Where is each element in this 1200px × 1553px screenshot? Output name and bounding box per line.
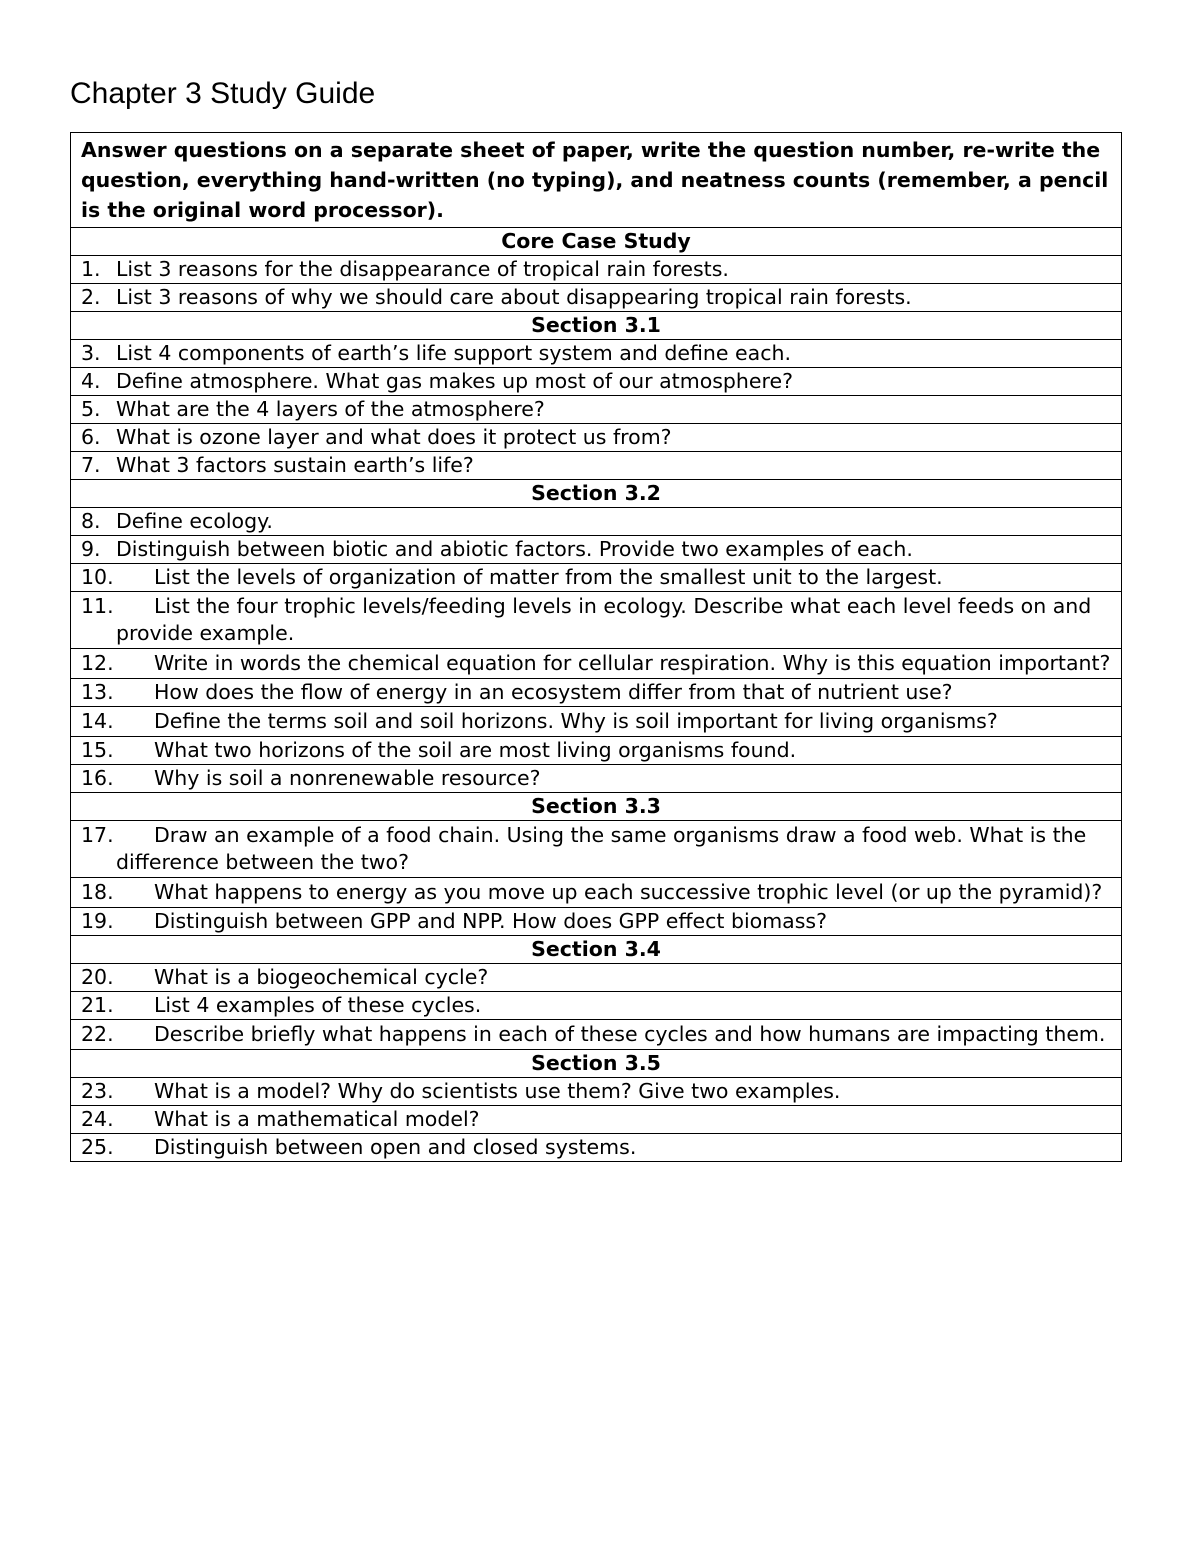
- question-row: [71, 908, 1122, 936]
- question-number: 4.: [81, 369, 101, 393]
- question-row: [71, 508, 1122, 536]
- question-line: [81, 1107, 1111, 1132]
- question-text: Why is soil a nonrenewable resource?: [154, 766, 541, 790]
- question-number: 21.: [81, 993, 114, 1017]
- question-number: 18.: [81, 880, 114, 904]
- question-number: 15.: [81, 738, 114, 762]
- question-text: List 3 reasons for the disappearance of tropical rain forests.: [116, 257, 729, 281]
- question-number: 24.: [81, 1107, 114, 1131]
- section-heading: Section 3.5: [71, 1050, 1122, 1078]
- instructions-text: Answer questions on a separate sheet of paper, write the question number, re-write the question, everything hand-written (no typing), and neatness counts (remember, a pencil is the original word processor).: [71, 133, 1122, 228]
- section-heading: Section 3.2: [71, 480, 1122, 508]
- question-line: [81, 285, 1111, 310]
- question-row: [71, 452, 1122, 480]
- question-text: What happens to energy as you move up each successive trophic level (or up the pyramid)?: [154, 880, 1103, 904]
- question-cell: [71, 424, 1122, 452]
- question-line: [81, 909, 1111, 934]
- question-number: 17.: [81, 823, 114, 847]
- question-number: 1.: [81, 257, 101, 281]
- question-cell: [71, 340, 1122, 368]
- question-line: [81, 509, 1111, 534]
- question-number: 19.: [81, 909, 114, 933]
- question-text: What is a mathematical model?: [154, 1107, 480, 1131]
- question-text: List the levels of organization of matter from the smallest unit to the largest.: [154, 565, 943, 589]
- question-line: [81, 593, 1111, 647]
- question-row: [71, 821, 1122, 878]
- question-cell: [71, 878, 1122, 908]
- question-number: 23.: [81, 1079, 114, 1103]
- question-line: [81, 879, 1111, 906]
- section-heading-row: [71, 228, 1122, 256]
- question-row: [71, 564, 1122, 592]
- question-number: 8.: [81, 509, 101, 533]
- question-row: [71, 649, 1122, 679]
- question-row: [71, 1078, 1122, 1106]
- question-text: List 3 reasons of why we should care about disappearing tropical rain forests.: [116, 285, 912, 309]
- question-text: Draw an example of a food chain. Using the same organisms draw a food web. What is the difference between the two?: [116, 823, 1087, 874]
- question-line: [81, 425, 1111, 450]
- question-number: 9.: [81, 537, 101, 561]
- section-heading-row: [71, 480, 1122, 508]
- section-heading-row: [71, 936, 1122, 964]
- question-cell: [71, 649, 1122, 679]
- question-cell: [71, 765, 1122, 793]
- question-text: Describe briefly what happens in each of these cycles and how humans are impacting them.: [154, 1022, 1106, 1046]
- question-cell: [71, 536, 1122, 564]
- section-heading-row: [71, 312, 1122, 340]
- question-row: [71, 679, 1122, 707]
- question-line: [81, 537, 1111, 562]
- question-line: [81, 1079, 1111, 1104]
- question-cell: [71, 964, 1122, 992]
- question-row: [71, 368, 1122, 396]
- question-text: Distinguish between biotic and abiotic factors. Provide two examples of each.: [116, 537, 913, 561]
- question-row: [71, 424, 1122, 452]
- question-cell: [71, 679, 1122, 707]
- question-text: What is ozone layer and what does it protect us from?: [116, 425, 672, 449]
- question-line: [81, 1021, 1111, 1048]
- question-cell: [71, 592, 1122, 649]
- section-heading-row: [71, 793, 1122, 821]
- question-number: 3.: [81, 341, 101, 365]
- question-cell: [71, 992, 1122, 1020]
- section-heading: Section 3.4: [71, 936, 1122, 964]
- question-line: [81, 565, 1111, 590]
- question-line: [81, 369, 1111, 394]
- question-text: What 3 factors sustain earth’s life?: [116, 453, 474, 477]
- question-number: 12.: [81, 651, 114, 675]
- question-text: Define ecology.: [116, 509, 273, 533]
- question-line: [81, 822, 1111, 876]
- question-text: Define the terms soil and soil horizons. Why is soil important for living organisms?: [154, 709, 998, 733]
- question-cell: [71, 396, 1122, 424]
- section-heading: Section 3.1: [71, 312, 1122, 340]
- question-line: [81, 766, 1111, 791]
- question-number: 25.: [81, 1135, 114, 1159]
- question-cell: [71, 284, 1122, 312]
- question-number: 7.: [81, 453, 101, 477]
- question-text: What is a biogeochemical cycle?: [154, 965, 489, 989]
- question-row: [71, 536, 1122, 564]
- question-cell: [71, 1020, 1122, 1050]
- question-row: [71, 878, 1122, 908]
- question-text: How does the flow of energy in an ecosystem differ from that of nutrient use?: [154, 680, 953, 704]
- question-cell: [71, 737, 1122, 765]
- question-line: [81, 1135, 1111, 1160]
- question-row: [71, 340, 1122, 368]
- question-cell: [71, 707, 1122, 737]
- instructions-row: [71, 133, 1122, 228]
- question-line: [81, 650, 1111, 677]
- question-cell: [71, 908, 1122, 936]
- question-row: [71, 737, 1122, 765]
- question-row: [71, 992, 1122, 1020]
- study-guide-body: [71, 133, 1122, 1162]
- question-number: 13.: [81, 680, 114, 704]
- question-line: [81, 680, 1111, 705]
- question-cell: [71, 1134, 1122, 1162]
- question-cell: [71, 564, 1122, 592]
- question-number: 16.: [81, 766, 114, 790]
- question-number: 20.: [81, 965, 114, 989]
- question-line: [81, 965, 1111, 990]
- question-row: [71, 1134, 1122, 1162]
- question-row: [71, 1020, 1122, 1050]
- question-cell: [71, 256, 1122, 284]
- section-heading: Core Case Study: [71, 228, 1122, 256]
- question-cell: [71, 452, 1122, 480]
- section-heading: Section 3.3: [71, 793, 1122, 821]
- question-number: 6.: [81, 425, 101, 449]
- question-text: List the four trophic levels/feeding levels in ecology. Describe what each level feeds on and provide example.: [116, 594, 1092, 645]
- question-number: 11.: [81, 594, 114, 618]
- question-text: Define atmosphere. What gas makes up most of our atmosphere?: [116, 369, 794, 393]
- question-line: [81, 341, 1111, 366]
- question-line: [81, 738, 1111, 763]
- question-cell: [71, 368, 1122, 396]
- question-number: 5.: [81, 397, 101, 421]
- question-text: Write in words the chemical equation for cellular respiration. Why is this equation important?: [154, 651, 1111, 675]
- page-title: Chapter 3 Study Guide: [70, 77, 376, 110]
- question-line: [81, 708, 1111, 735]
- question-text: List 4 examples of these cycles.: [154, 993, 482, 1017]
- question-text: What is a model? Why do scientists use them? Give two examples.: [154, 1079, 841, 1103]
- question-line: [81, 257, 1111, 282]
- section-heading-row: [71, 1050, 1122, 1078]
- question-text: Distinguish between open and closed systems.: [154, 1135, 637, 1159]
- question-line: [81, 397, 1111, 422]
- question-line: [81, 453, 1111, 478]
- question-number: 10.: [81, 565, 114, 589]
- question-row: [71, 765, 1122, 793]
- question-row: [71, 707, 1122, 737]
- question-number: 2.: [81, 285, 101, 309]
- question-cell: [71, 821, 1122, 878]
- question-text: Distinguish between GPP and NPP. How does GPP effect biomass?: [154, 909, 827, 933]
- question-row: [71, 592, 1122, 649]
- question-cell: [71, 508, 1122, 536]
- question-number: 14.: [81, 709, 114, 733]
- question-text: What are the 4 layers of the atmosphere?: [116, 397, 545, 421]
- question-cell: [71, 1078, 1122, 1106]
- question-text: List 4 components of earth’s life support system and define each.: [116, 341, 791, 365]
- question-row: [71, 964, 1122, 992]
- question-row: [71, 256, 1122, 284]
- question-row: [71, 396, 1122, 424]
- question-cell: [71, 1106, 1122, 1134]
- question-text: What two horizons of the soil are most living organisms found.: [154, 738, 797, 762]
- question-number: 22.: [81, 1022, 114, 1046]
- question-line: [81, 993, 1111, 1018]
- study-guide-table: [70, 132, 1122, 1162]
- question-row: [71, 1106, 1122, 1134]
- question-row: [71, 284, 1122, 312]
